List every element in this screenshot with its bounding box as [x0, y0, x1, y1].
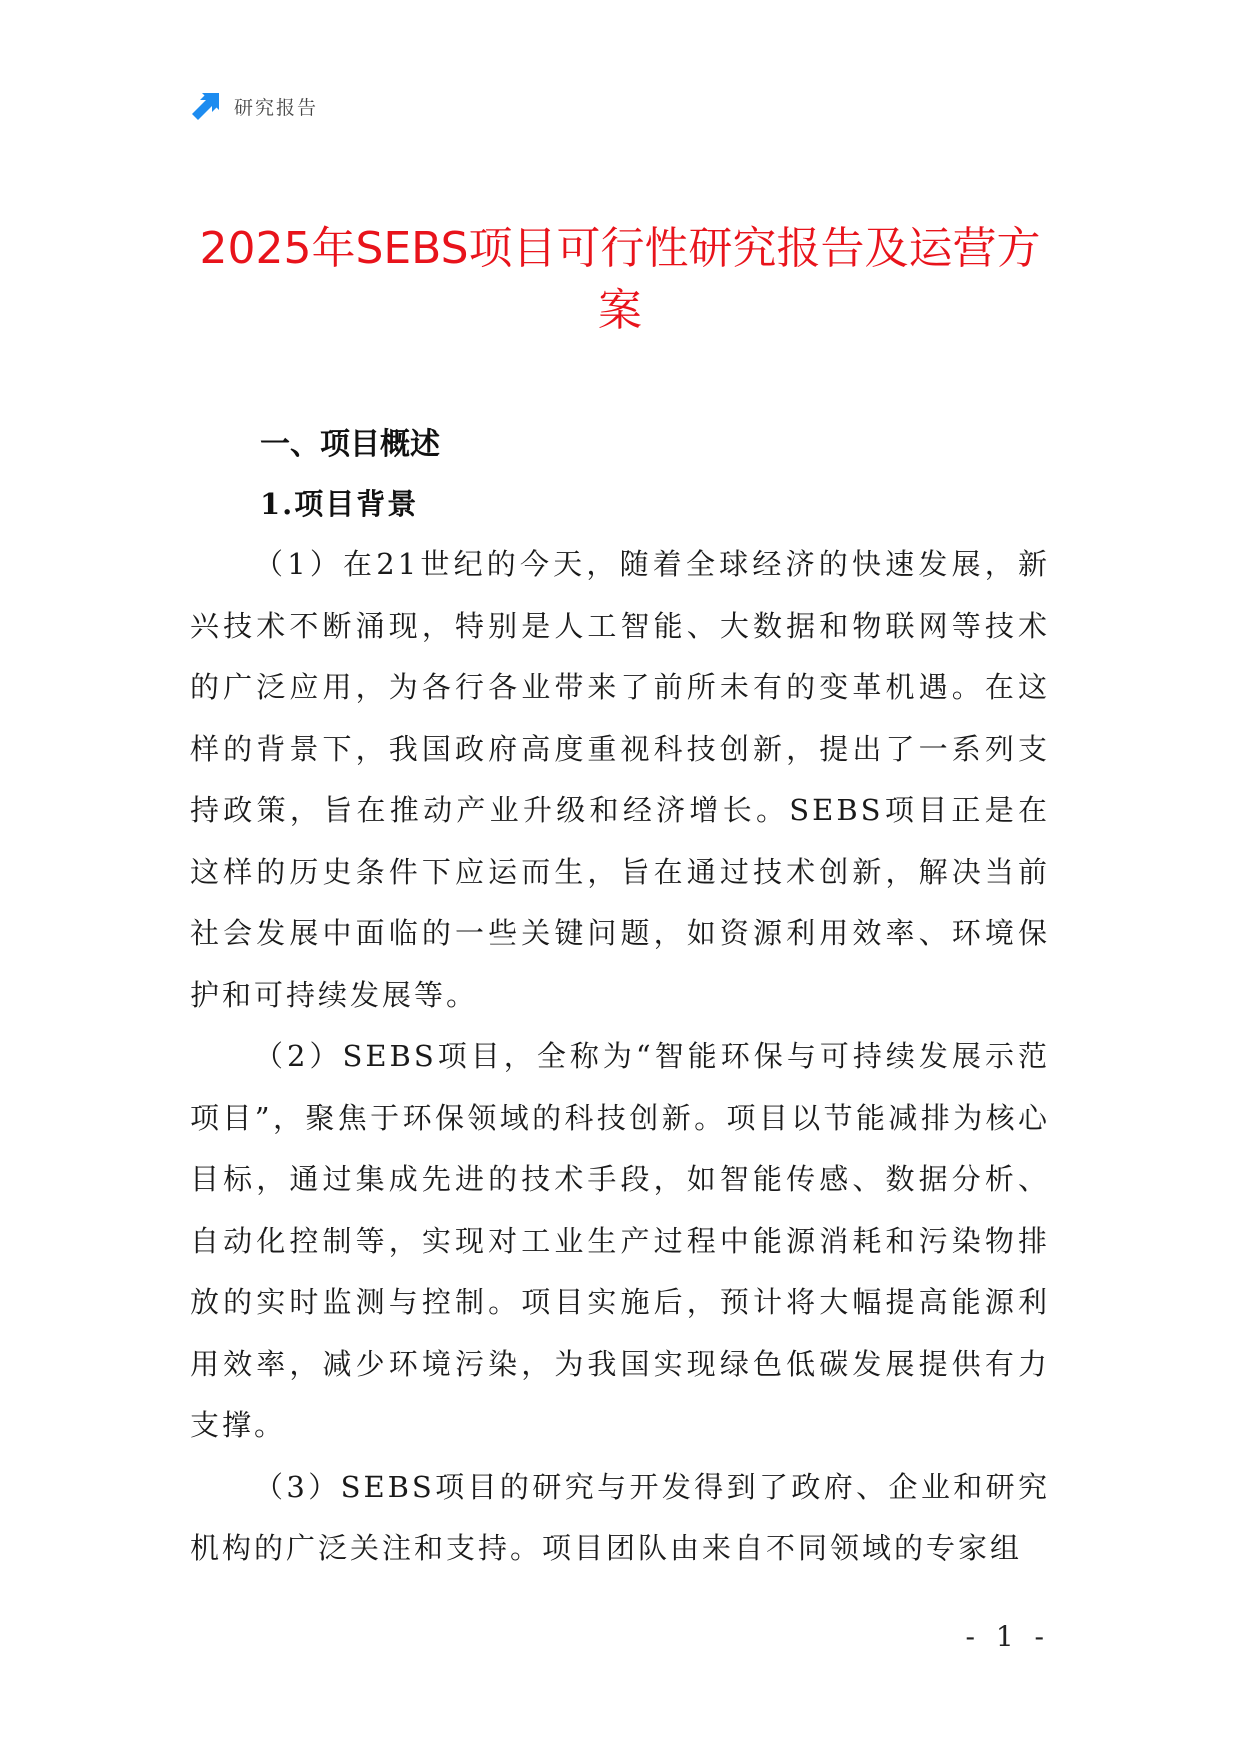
document-header — [190, 88, 318, 124]
paragraph-3: （3）SEBS项目的研究与开发得到了政府、企业和研究机构的广泛关注和支持。项目团队由来自不同领域的专家组 — [190, 1469, 1050, 1565]
page-number: - 1 - — [965, 1620, 1050, 1653]
paragraph-2: （2）SEBS项目，全称为“智能环保与可持续发展示范项目”，聚焦于环保领域的科技创新。项目以节能减排为核心目标，通过集成先进的技术手段，如智能传感、数据分析、自动化控制等，实现对工业生产过程中能源消耗和污染物排放的实时监测与控制。项目实施后，预计将大幅提高能源利用效率，减少环境污染，为我国实现绿色低碳发展提供有力支撑。 — [190, 1039, 1050, 1442]
header-label: 研究报告 — [234, 96, 319, 119]
paragraph-1: （1）在21世纪的今天，随着全球经济的快速发展，新兴技术不断涌现，特别是人工智能、大数据和物联网等技术的广泛应用，为各行各业带来了前所未有的变革机遇。在这样的背景下，我国政府高度重视科技创新，提出了一系列支持政策，旨在推动产业升级和经济增长。SEBS项目正是在这样的历史条件下应运而生，旨在通过技术创新，解决当前社会发展中面临的一些关键问题，如资源利用效率、环境保护和可持续发展等。 — [190, 547, 1050, 1012]
arrow-up-right-icon — [190, 90, 222, 122]
section-heading: 一、项目概述 — [260, 427, 440, 462]
document-body — [190, 416, 1050, 1580]
subsection-heading: 1.项目背景 — [260, 487, 419, 521]
document-title: 2025年SEBS项目可行性研究报告及运营方案 — [199, 223, 1041, 336]
